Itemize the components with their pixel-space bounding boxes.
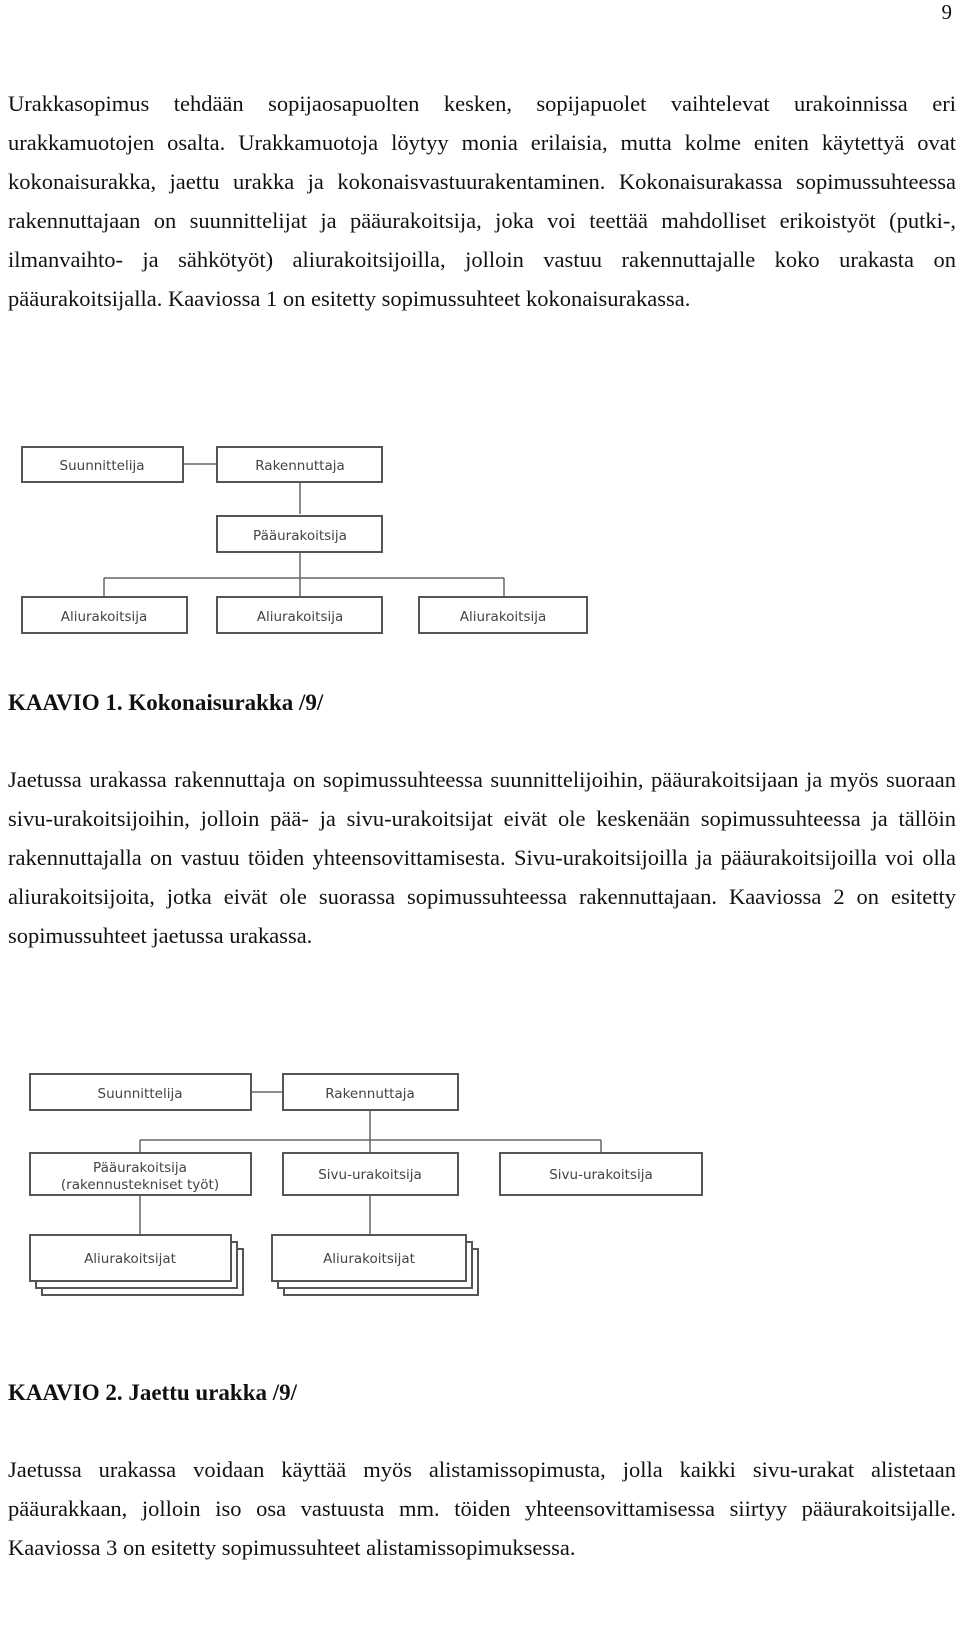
svg-text:Aliurakoitsija: Aliurakoitsija	[256, 609, 344, 625]
diagram-kokonaisurakka	[0, 430, 960, 645]
svg-text:Aliurakoitsija: Aliurakoitsija	[60, 609, 148, 625]
box-aliurakoitsijat-1	[30, 1235, 243, 1295]
svg-text:Suunnittelija: Suunnittelija	[59, 458, 145, 474]
svg-text:Sivu-urakoitsija: Sivu-urakoitsija	[318, 1167, 422, 1183]
box-sivu-urakoitsija-2	[500, 1153, 702, 1195]
box-paaurakoitsija	[217, 516, 382, 552]
svg-text:(rakennustekniset työt): (rakennustekniset työt)	[60, 1177, 220, 1193]
svg-text:Sivu-urakoitsija: Sivu-urakoitsija	[549, 1167, 653, 1183]
svg-text:Pääurakoitsija: Pääurakoitsija	[93, 1160, 187, 1176]
box-rakennuttaja	[217, 447, 382, 482]
paragraph-1: Urakkasopimus tehdään sopijaosapuolten kesken, sopijapuolet vaihtelevat urakoinnissa eri urakkamuotojen osalta. Urakkamuotoja löytyy monia erilaisia, mutta kolme eniten käytettyä ovat kokonaisurakka, jaettu urakka ja kokonaisvastuurakentaminen. Kokonaisurakassa sopimussuhteessa rakennuttajaan on suunnittelijat ja pääurakoitsija, joka voi teettää mahdolliset erikoistyöt (putki-, ilmanvaihto- ja sähkötyöt) aliurakoitsijoilla, jolloin vastuu rakennuttajalle koko urakasta on pääurakoitsijalla. Kaaviossa 1 on esitetty sopimussuhteet kokonaisurakassa.	[8, 91, 956, 311]
box-aliurakoitsija-1	[22, 597, 187, 633]
page-number: 9	[941, 0, 952, 24]
svg-text:Pääurakoitsija: Pääurakoitsija	[253, 528, 347, 544]
svg-text:Aliurakoitsijat: Aliurakoitsijat	[323, 1251, 415, 1267]
box-aliurakoitsija-2	[217, 597, 382, 633]
svg-text:Rakennuttaja: Rakennuttaja	[255, 458, 345, 474]
paragraph-3: Jaetussa urakassa voidaan käyttää myös alistamissopimusta, jolla kaikki sivu-urakat alistetaan pääurakkaan, jolloin iso osa vastuusta mm. töiden yhteensovittamisessa siirtyy pääurakoitsijalle. Kaaviossa 3 on esitetty sopimussuhteet alistamissopimuksessa.	[8, 1457, 956, 1560]
svg-text:Suunnittelija: Suunnittelija	[97, 1086, 183, 1102]
caption-kaavio-1: KAAVIO 1. Kokonaisurakka /9/	[8, 690, 324, 715]
box-rakennuttaja	[283, 1074, 458, 1110]
caption-kaavio-2: KAAVIO 2. Jaettu urakka /9/	[8, 1380, 298, 1405]
box-suunnittelija	[22, 447, 183, 482]
box-suunnittelija	[30, 1074, 251, 1110]
box-aliurakoitsijat-2	[272, 1235, 478, 1295]
diagram-jaettu-urakka	[0, 1060, 960, 1335]
box-sivu-urakoitsija-1	[283, 1153, 458, 1195]
svg-text:Rakennuttaja: Rakennuttaja	[325, 1086, 415, 1102]
svg-text:Aliurakoitsija: Aliurakoitsija	[459, 609, 547, 625]
paragraph-2: Jaetussa urakassa rakennuttaja on sopimussuhteessa suunnittelijoihin, pääurakoitsijaan ja myös suoraan sivu-urakoitsijoihin, jolloin pää- ja sivu-urakoitsijat eivät ole keskenään sopimussuhteessa ja tällöin rakennuttajalla on vastuu töiden yhteensovittamisesta. Sivu-urakoitsijoilla ja pääurakoitsijoilla voi olla aliurakoitsijoita, jotka eivät ole suorassa sopimussuhteessa rakennuttajaan. Kaaviossa 2 on esitetty sopimussuhteet jaetussa urakassa.	[8, 767, 956, 948]
box-aliurakoitsija-3	[419, 597, 587, 633]
svg-text:Aliurakoitsijat: Aliurakoitsijat	[84, 1251, 176, 1267]
box-paaurakoitsija	[30, 1153, 251, 1195]
